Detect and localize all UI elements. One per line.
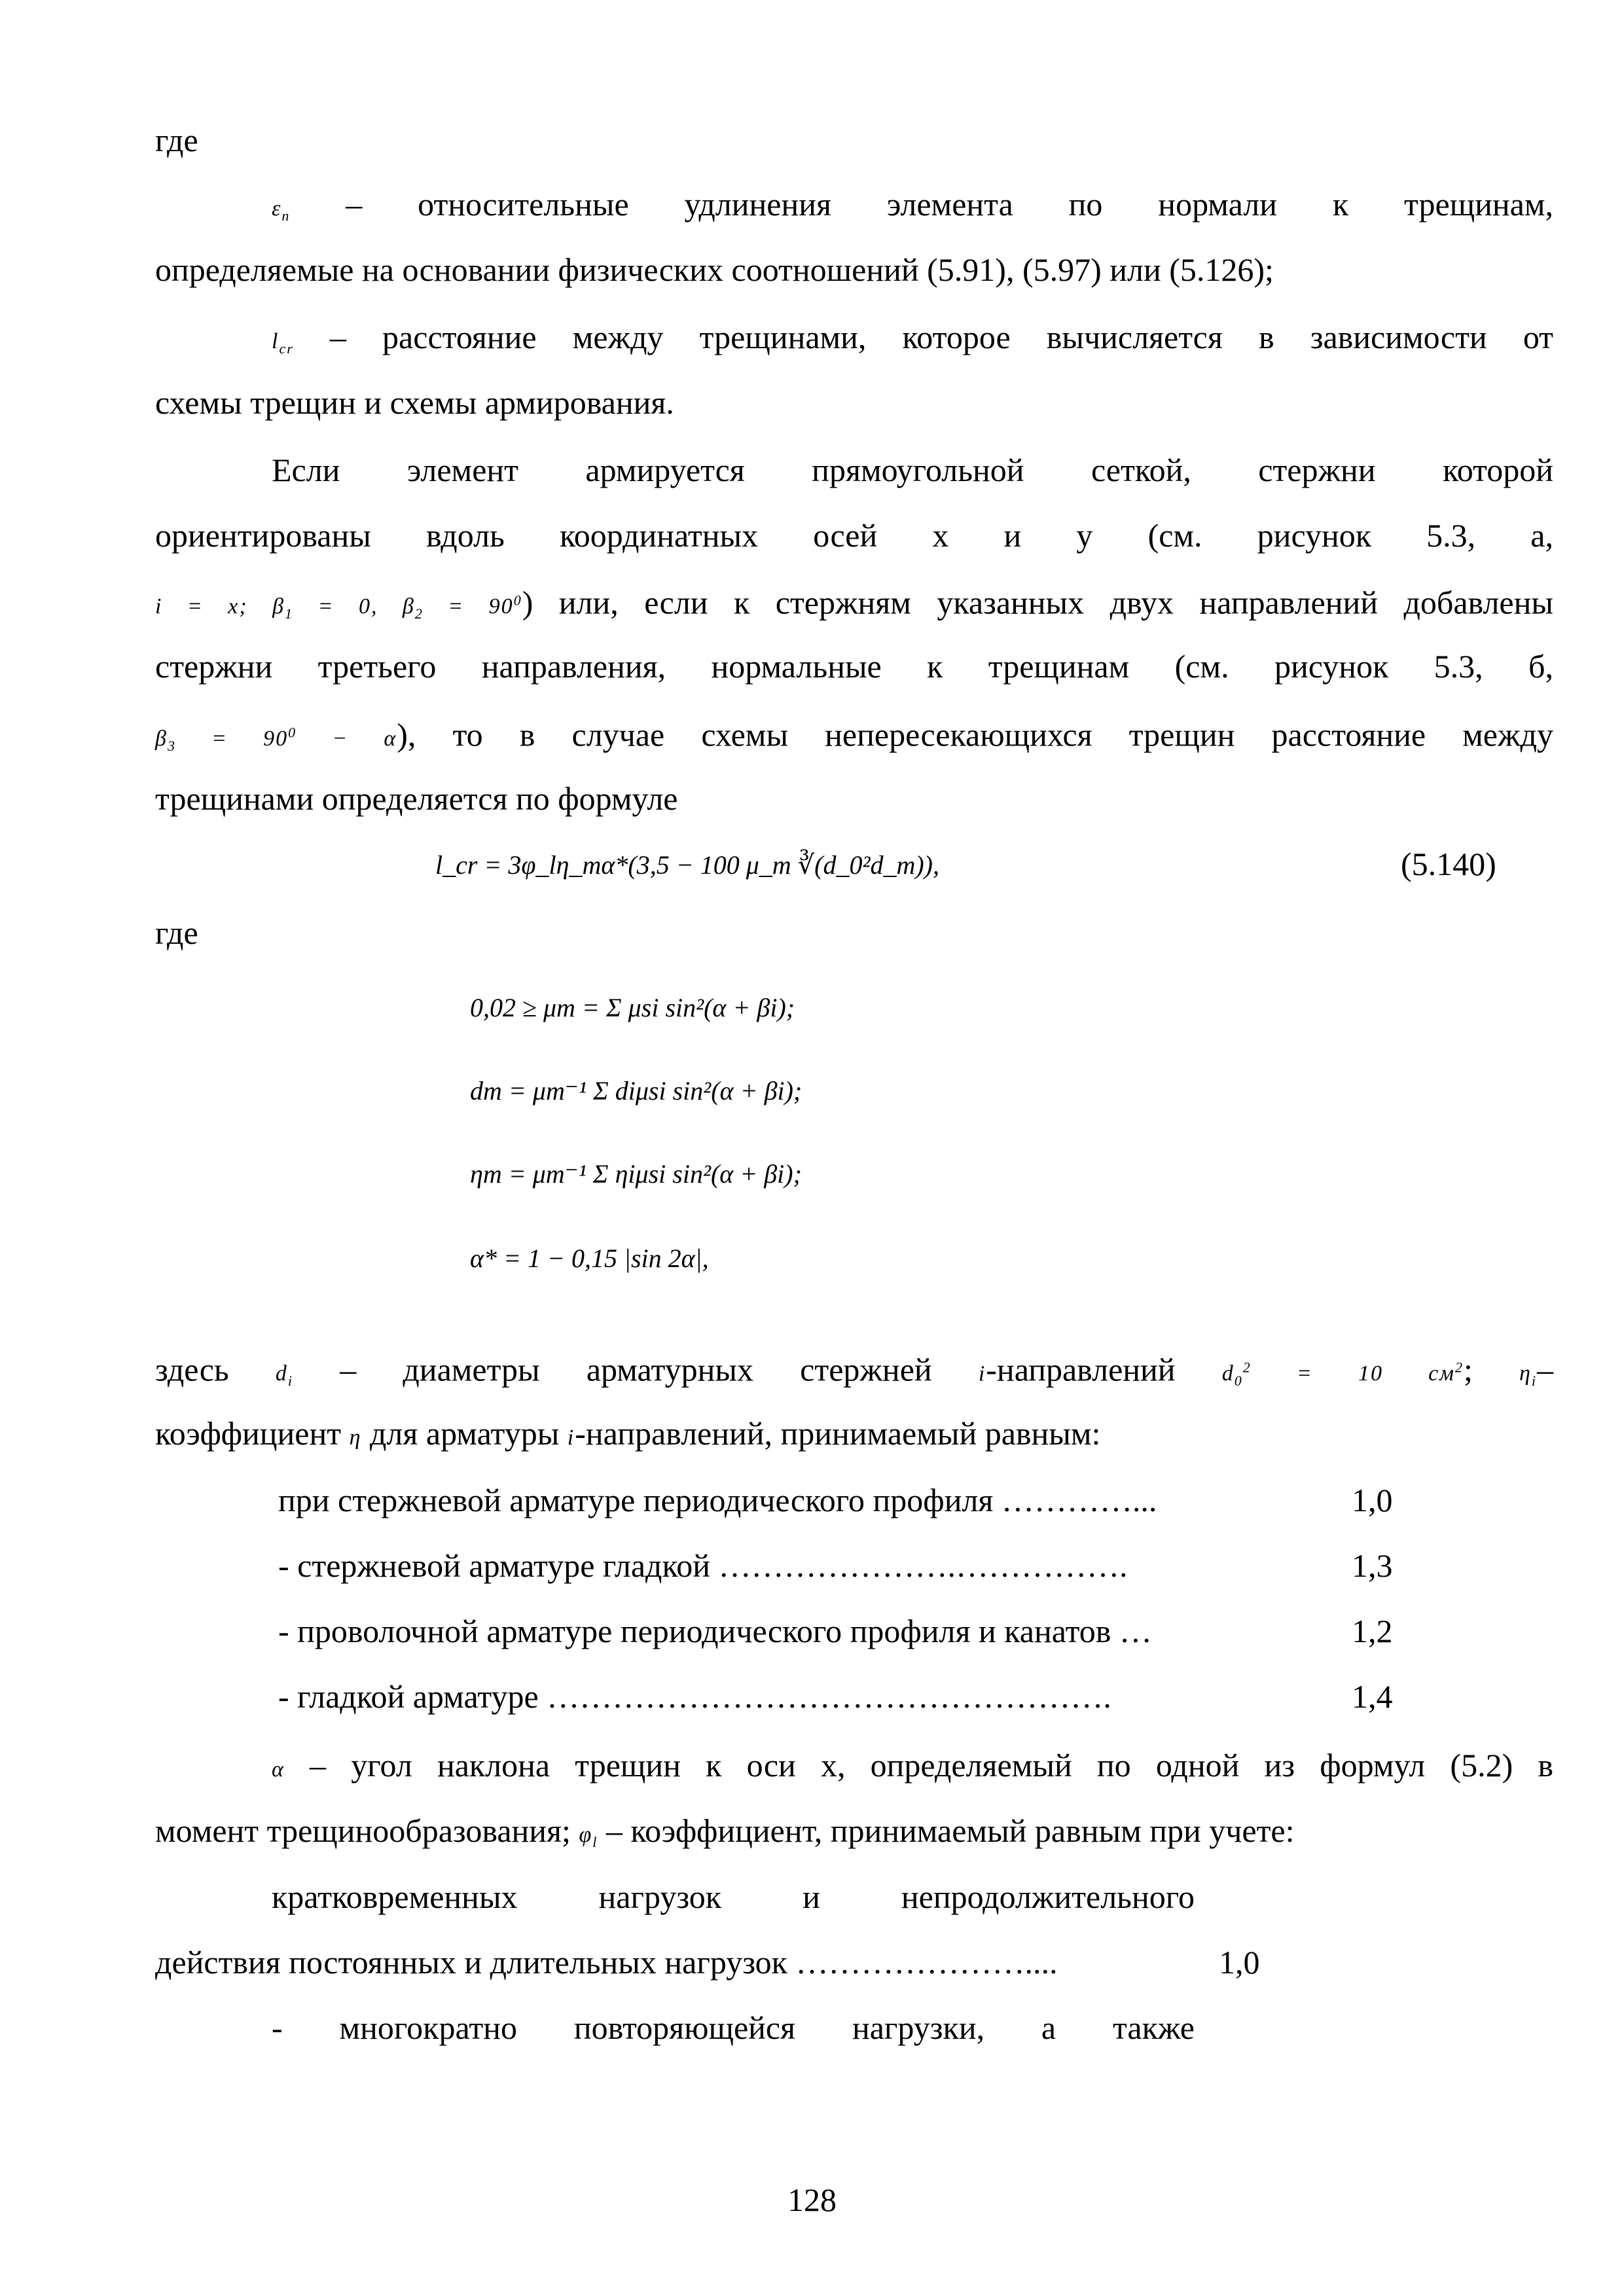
- symbol-d-i: $d_i$: [275, 1361, 294, 1390]
- list-item-value: 1,0: [1352, 1482, 1393, 1518]
- formula-d-m: dm = μm⁻¹ Σ diμsi sin²(α + βi);: [470, 1076, 803, 1105]
- paragraph-here-line2: коэффициент η для арматуры i-направлений, принимаемый равным:: [155, 1415, 1101, 1452]
- formula-inline-beta3: $\beta_3 = 90^0 - \alpha$: [155, 725, 397, 755]
- list-item-label: при стержневой арматуре периодического профиля …………...: [278, 1482, 1157, 1518]
- symbol-eta: η: [349, 1426, 362, 1450]
- symbol-l-cr: $l_{cr}$: [272, 329, 294, 357]
- list-item-value: 1,3: [1352, 1547, 1393, 1584]
- paragraph-epsilon-line2: определяемые на основании физических соотношений (5.91), (5.97) или (5.126);: [155, 251, 1274, 288]
- symbol-i-2: i: [567, 1426, 575, 1450]
- symbol-phi-l: $\varphi_l$: [579, 1823, 598, 1850]
- formula-alpha-star: α* = 1 − 0,15 |sin 2α|,: [470, 1244, 709, 1273]
- formula-5-140: l_cr = 3φ_lη_mα*(3,5 − 100 μ_m ∛(d_0²d_m)),: [435, 850, 939, 880]
- formula-number: (5.140): [1401, 846, 1496, 882]
- paragraph-mesh-line4: стержни третьего направления, нормальные к трещинам (см. рисунок 5.3, б,: [155, 648, 1553, 685]
- paragraph-alpha-line2: момент трещинообразования; $\varphi_l$ – коэффициент, принимаемый равным при учете:: [155, 1812, 1295, 1850]
- paragraph-lcr-line2: схемы трещин и схемы армирования.: [155, 384, 674, 421]
- symbol-epsilon-n: $\varepsilon_n$: [272, 196, 291, 224]
- paragraph-alpha-line1: α – угол наклона трещин к оси x, определяемый по одной из формул (5.2) в: [272, 1747, 1554, 1784]
- list-item-value: 1,2: [1352, 1613, 1393, 1649]
- list-item-label: - стержневой арматуре гладкой ………………….…………….: [278, 1547, 1128, 1584]
- list-item-value: 1,4: [1352, 1678, 1393, 1715]
- paragraph-mesh-line6: трещинами определяется по формуле: [155, 780, 678, 817]
- paragraph-shortterm-line2: действия постоянных и длительных нагрузок …………………....: [155, 1944, 1058, 1981]
- formula-mu-m: 0,02 ≥ μm = Σ μsi sin²(α + βi);: [470, 993, 795, 1022]
- list-item-label: - проволочной арматуре периодического профиля и канатов …: [278, 1613, 1152, 1649]
- paragraph-mesh-line3: i = x; $\beta_1 = 0$, $\beta_2 = 90^0$) или, если к стержням указанных двух направлений добавлены: [155, 584, 1553, 622]
- symbol-eta-i: $\eta_i$: [1519, 1361, 1538, 1390]
- formula-inline-beta: i = x; $\beta_1 = 0$, $\beta_2 = 90^0$: [155, 592, 522, 622]
- symbol-alpha: α: [272, 1757, 285, 1782]
- paragraph-epsilon-line1: $\varepsilon_n$ – относительные удлинения элемента по нормали к трещинам,: [272, 186, 1553, 224]
- paragraph-repeated-load: - многократно повторяющейся нагрузки, а также: [272, 2009, 1195, 2046]
- symbol-i: i: [978, 1361, 986, 1386]
- where-label-2: где: [155, 914, 198, 951]
- paragraph-mesh-line1: Если элемент армируется прямоугольной сеткой, стержни которой: [272, 452, 1553, 488]
- paragraph-lcr-line1: $l_{cr}$ – расстояние между трещинами, которое вычисляется в зависимости от: [272, 319, 1554, 357]
- paragraph-here-line1: здесь $d_i$ – диаметры арматурных стержней i-направлений $d_0^2 = 10$ $см^2$; $\eta_i-$: [155, 1351, 1554, 1390]
- where-label-1: где: [155, 122, 198, 158]
- shortterm-value: 1,0: [1219, 1944, 1260, 1981]
- paragraph-mesh-line5: $\beta_3 = 90^0 - \alpha$), то в случае схемы непересекающихся трещин расстояние между: [155, 716, 1553, 755]
- formula-eta-m: ηm = μm⁻¹ Σ ηiμsi sin²(α + βi);: [470, 1159, 802, 1189]
- list-item-label: - гладкой арматуре …………………………………………….: [278, 1678, 1111, 1715]
- paragraph-shortterm-line1: кратковременных нагрузок и непродолжительного: [272, 1878, 1195, 1915]
- page-number: 128: [787, 2181, 837, 2218]
- formula-inline-d0: $d_0^2 = 10$ $см^2$: [1221, 1359, 1464, 1390]
- paragraph-mesh-line2: ориентированы вдоль координатных осей x и y (см. рисунок 5.3, а,: [155, 517, 1553, 554]
